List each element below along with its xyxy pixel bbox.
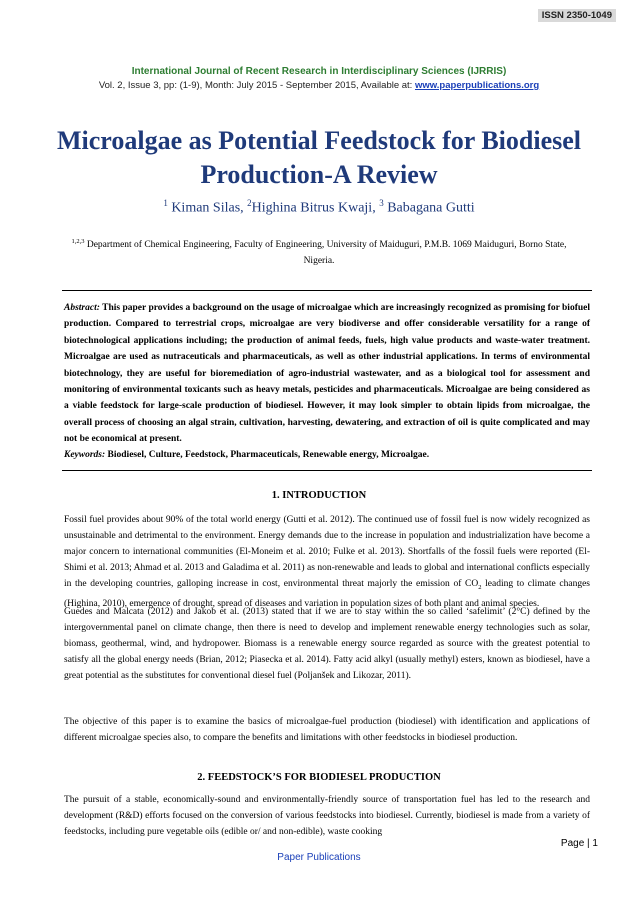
keywords-label: Keywords: bbox=[64, 450, 106, 460]
affiliation bbox=[60, 234, 578, 269]
section-heading-introduction: 1. INTRODUCTION bbox=[271, 490, 367, 501]
intro-paragraph-2: Guedes and Malcata (2012) and Jakob et al. (2013) stated that if we are to stay within the so called ‘safelimit’ (2°C) defined by the intergovernmental panel on climate change, then there is need to develop and implement renewable energy technologies such as solar, biomass, geothermal, wind, and hydropower. Biomass is a renewable energy source regarded as source with the greatest potential to satisfy all the global energy needs (Brian, 2012; Piasecka et al. 2014). Fatty acid alkyl (usually methyl) esters, known as biodiesel, have a great potential as the substitutes for conventional diesel fuel (Poljanšek and Likozar, 2011). bbox=[64, 607, 590, 682]
author-1-name: Kiman Silas, bbox=[171, 200, 244, 216]
author-3-sup: 3 bbox=[379, 198, 384, 208]
co2-subscript: 2 bbox=[478, 584, 482, 592]
author-2-sup: 2 bbox=[247, 198, 252, 208]
footer-publisher: Paper Publications bbox=[277, 852, 361, 863]
volume-text: Vol. 2, Issue 3, pp: (1-9), Month: July 2015 - September 2015, Available at: bbox=[98, 80, 415, 91]
feedstock-paragraph-1: The pursuit of a stable, economically-sound and environmentally-friendly source of transportation fuel has led to the research and development (R&D) efforts focused on the conversion of various feedstocks into biodiesel. Currently, biodiesel is made from a variety of feedstocks, including pure vegetable oils (edible or/ and non-edible), waste cooking bbox=[64, 795, 590, 838]
abstract bbox=[64, 300, 590, 448]
abstract-text: This paper provides a background on the usage of microalgae which are increasingly recognized as promising for biofuel production. Compared to terrestrial crops, microalgae are very biodiverse and offer considerable versatility for a range of biotechnological applications including; the production of animal feeds, fuels, high value products and waste-water treatment. Microalgae are used as nutraceuticals and pharmaceuticals, as well as other industrial applications. In terms of environmental biotechnology, they are useful for bioremediation of agro-industrial wastewater, and as a biological tool for assessment and monitoring of environmental toxicants such as heavy metals, pesticides and pharmaceuticals. Microalgae are being considered as a viable feedstock for large-scale production of biodiesel. However, it may look simpler to obtain lipids from microalgae, the overall process of choosing an algal strain, cultivation, harvesting, dewatering, and extraction of oil is quite complicated and may not be economical at present. bbox=[64, 303, 590, 445]
issn-badge: ISSN 2350-1049 bbox=[538, 9, 616, 22]
page-number: Page | 1 bbox=[560, 838, 598, 849]
intro-p1-text-a: Fossil fuel provides about 90% of the total world energy (Gutti et al. 2012). The continued use of fossil fuel is now widely recognized as unsustainable and detrimental to the environment. Energy demands due to the increase in population and industrialization have become a major concern to international communities (El-Moneim et al. 2010; Fulke et al. 2013). Shortfalls of the fossil fuels were reported (El-Shimi et al. 2013; Ahmad et al. 2013 and Galadima et al. 2011) as non-renewable and leads to global and international conflicts especially in the developing countries, galloping increase in cost, environmental threat majorly the emission of CO bbox=[64, 515, 590, 590]
paper-title: Microalgae as Potential Feedstock for Biodiesel Production-A Review bbox=[57, 126, 581, 189]
divider-bottom bbox=[62, 470, 592, 471]
keywords bbox=[64, 450, 590, 460]
volume-info bbox=[0, 80, 638, 91]
author-2-name: Highina Bitrus Kwaji, bbox=[251, 200, 376, 216]
author-3-name: Babagana Gutti bbox=[387, 200, 475, 216]
intro-p1-text-b: leading to climate changes (Highina, 2010), emergence of drought, spread of diseases and variation in population sizes of both plant and animal species. bbox=[64, 579, 591, 610]
intro-paragraph-3: The objective of this paper is to examine the basics of microalgae-fuel production (biodiesel) with identification and applications of different microalgae species also, to compare the benefits and limitations with other feedstocks in biodiesel production. bbox=[64, 717, 590, 744]
section-heading-feedstocks: 2. FEEDSTOCK’S FOR BIODIESEL PRODUCTION bbox=[197, 772, 441, 783]
divider-top bbox=[62, 290, 592, 291]
keywords-text: Biodiesel, Culture, Feedstock, Pharmaceuticals, Renewable energy, Microalgae. bbox=[105, 450, 430, 460]
affiliation-text: Department of Chemical Engineering, Faculty of Engineering, University of Maiduguri, P.M.B. 1069 Maiduguri, Borno State, Nigeria. bbox=[84, 240, 567, 267]
journal-title: International Journal of Recent Research in Interdisciplinary Sciences (IJRRIS) bbox=[131, 66, 507, 77]
affiliation-sup: 1,2,3 bbox=[71, 238, 85, 245]
author-1-sup: 1 bbox=[163, 198, 168, 208]
intro-paragraph-1 bbox=[64, 512, 590, 612]
abstract-label: Abstract: bbox=[64, 303, 100, 313]
author-list bbox=[0, 198, 638, 217]
journal-url-link[interactable]: www.paperpublications.org bbox=[414, 80, 540, 91]
